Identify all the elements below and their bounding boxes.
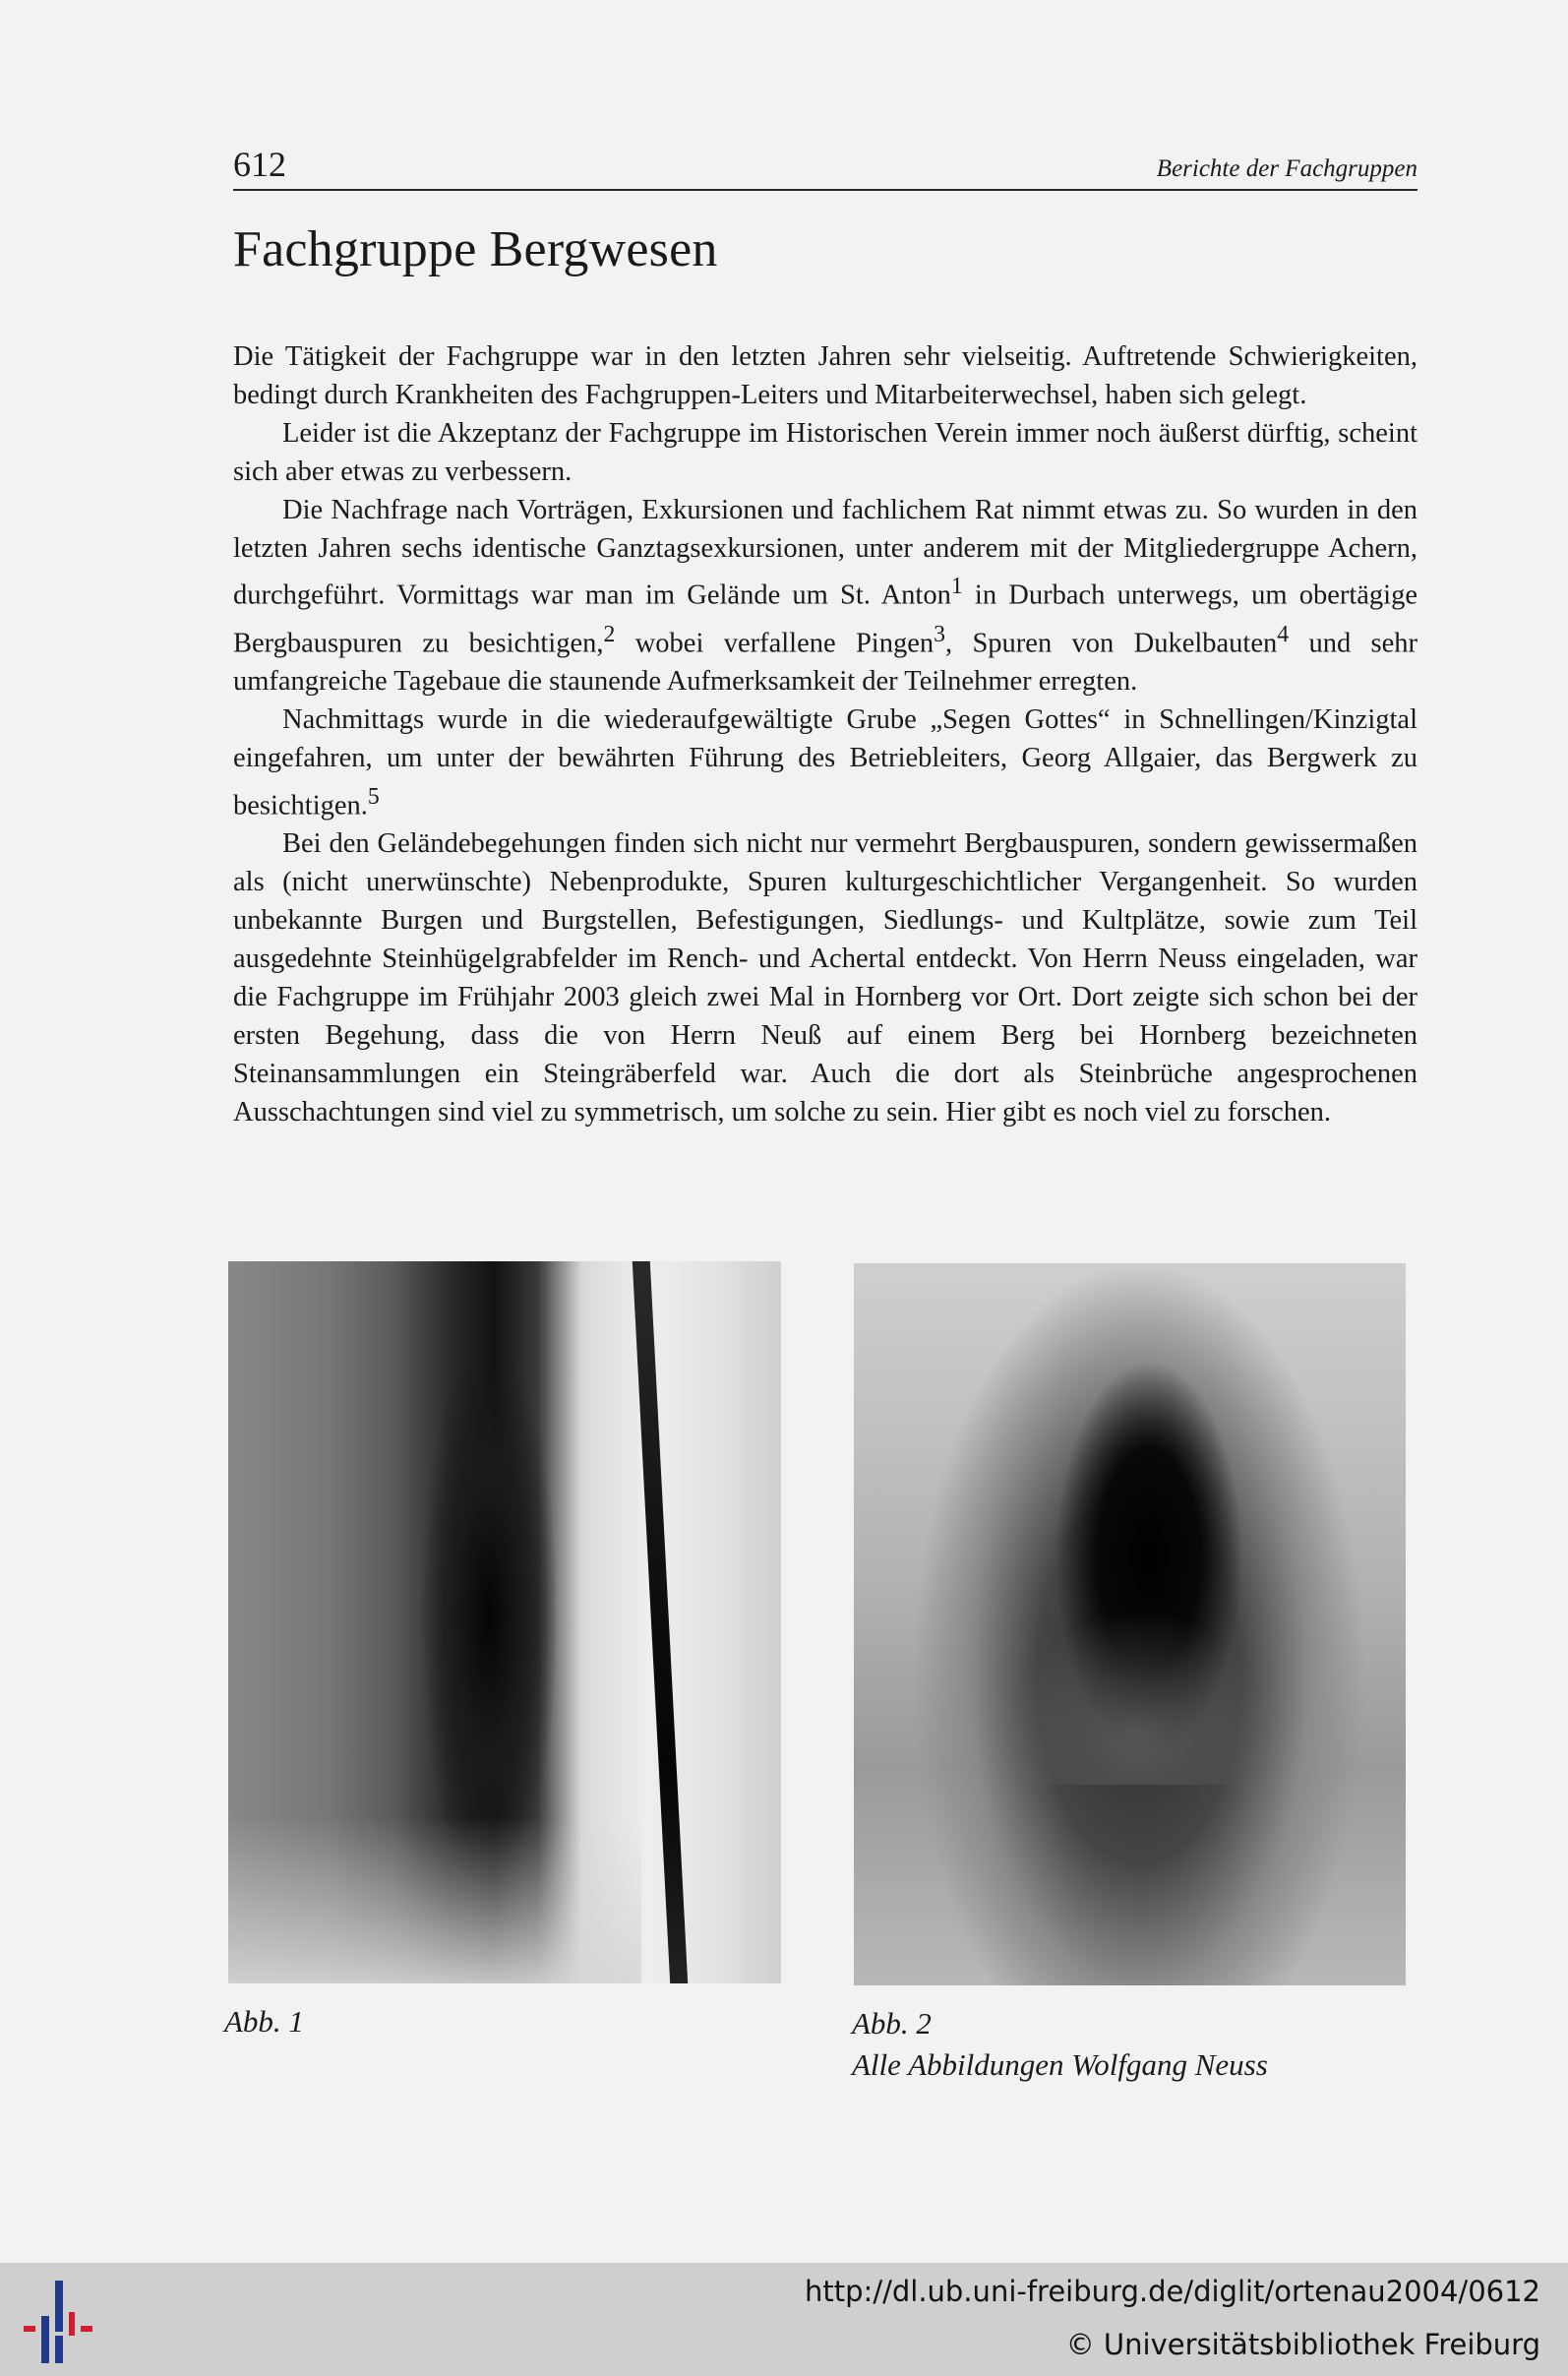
paragraph-2: Leider ist die Akzeptanz der Fachgruppe im Historischen Verein immer noch äußerst dürftig, scheint sich aber etwas zu verbessern. [233, 417, 1417, 487]
paragraph-3-text: Die Nachfrage nach Vorträgen, Exkursionen und fachlichem Rat nimmt etwas zu. So wurden in den letzten Jahren sechs identische Ganztagsexkursionen, unter anderem mit der Mitgliedergruppe Achern, durchgeführt. Vormittags war man im Gelände um St. Anton [233, 494, 1417, 611]
paragraph-3-text: , Spuren von Dukelbauten [945, 628, 1278, 659]
figure-2-caption-block [852, 2003, 1268, 2086]
photo-credit: Alle Abbildungen Wolfgang Neuss [852, 2047, 1268, 2082]
footnote-ref-3[interactable]: 3 [934, 621, 945, 647]
paragraph-1: Die Tätigkeit der Fachgruppe war in den letzten Jahren sehr vielseitig. Auftretende Schwierigkeiten, bedingt durch Krankheiten des Fachgruppen-Leiters und Mitarbeiterwechsel, haben sich gelegt. [233, 341, 1417, 410]
paragraph-3-text: und sehr umfangreiche Tagebaue die staunende Aufmerksamkeit der Teilnehmer erregten. [233, 628, 1418, 698]
article-title: Fachgruppe Bergwesen [233, 221, 718, 277]
footnote-ref-1[interactable]: 1 [950, 574, 963, 600]
article-body [233, 338, 1417, 1132]
figure-1-caption: Abb. 1 [224, 2004, 304, 2039]
paragraph-3-text: in Durbach unterwegs, um obertägige Bergbauspuren zu besichtigen, [233, 579, 1417, 659]
footnote-ref-5[interactable]: 5 [367, 783, 380, 810]
figure-2-photo [854, 1263, 1406, 1985]
paragraph-5: Bei den Geländebegehungen finden sich nicht nur vermehrt Bergbauspuren, sondern gewissermaßen als (nicht unerwünschte) Nebenprodukte, Spuren kulturgeschichtlicher Vergangenheit. So wurden unbekannte Burgen und Burgstellen, Befestigungen, Siedlungs- und Kultplätze, sowie zum Teil ausgedehnte Steinhügelgrabfelder im Rench- und Achertal entdeckt. Von Herrn Neuss eingeladen, war die Fachgruppe im Frühjahr 2003 gleich zwei Mal in Hornberg vor Ort. Dort zeigte sich schon bei der ersten Begehung, dass die von Herrn Neuß auf einem Berg bei Hornberg bezeichneten Steinansammlungen ein Steingräberfeld war. Auch die dort als Steinbrüche angesprochenen Ausschachtungen sind viel zu symmetrisch, um solche zu sein. Hier gibt es noch viel zu forschen. [233, 828, 1417, 1127]
copyright-notice: © Universitätsbibliothek Freiburg [1065, 2328, 1540, 2361]
footer-bar [0, 2263, 1568, 2376]
paragraph-4-text: Nachmittags wurde in die wiederaufgewältigte Grube „Segen Gottes“ in Schnellingen/Kinzigtal eingefahren, um unter der bewährten Führung des Betriebleiters, Georg Allgaier, das Bergwerk zu besichtigen. [233, 704, 1417, 822]
figure-1-floor [228, 1816, 641, 1983]
library-logo-icon [20, 2277, 98, 2367]
running-header-section: Berichte der Fachgruppen [1156, 155, 1417, 182]
source-url-link[interactable]: http://dl.ub.uni-freiburg.de/diglit/ortenau2004/0612 [805, 2275, 1540, 2308]
running-header [233, 134, 1417, 191]
footnote-ref-2[interactable]: 2 [603, 621, 616, 647]
paragraph-4 [233, 701, 1417, 825]
figure-2-floor [1011, 1608, 1267, 1785]
figure-1-photo [228, 1261, 781, 1983]
footnote-ref-4[interactable]: 4 [1277, 621, 1290, 647]
figure-2-caption: Abb. 2 [852, 2006, 932, 2041]
paragraph-3-text: wobei verfallene Pingen [615, 628, 935, 659]
paragraph-3 [233, 492, 1417, 702]
page-number: 612 [233, 145, 286, 184]
